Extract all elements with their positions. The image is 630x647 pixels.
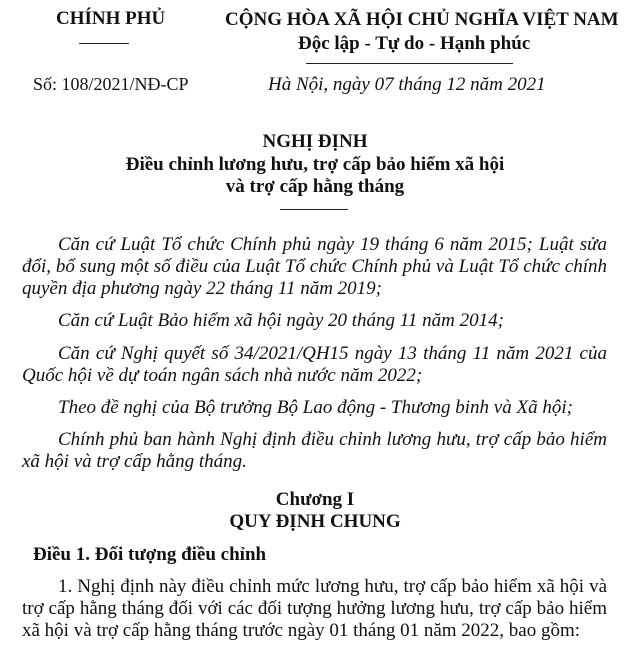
document-type: NGHỊ ĐỊNH (262, 131, 368, 152)
preamble-paragraph-1: Căn cứ Luật Tổ chức Chính phủ ngày 19 tháng 6 năm 2015; Luật sửa đổi, bổ sung một số điều của Luật Tổ chức Chính phủ và Luật Tổ chức chính quyền địa phương ngày 22 tháng 11 năm 2019; (22, 234, 607, 299)
country-name: CỘNG HÒA XÃ HỘI CHỦ NGHĨA VIỆT NAM (225, 9, 619, 30)
preamble-paragraph-2: Căn cứ Luật Bảo hiểm xã hội ngày 20 tháng 11 năm 2014; (58, 310, 504, 331)
national-motto: Độc lập - Tự do - Hạnh phúc (298, 33, 531, 54)
preamble-paragraph-5: Chính phủ ban hành Nghị định điều chỉnh lương hưu, trợ cấp bảo hiểm xã hội và trợ cấp hằng tháng. (22, 429, 607, 472)
preamble-paragraph-3: Căn cứ Nghị quyết số 34/2021/QH15 ngày 13 tháng 11 năm 2021 của Quốc hội về dự toán ngân sách nhà nước năm 2022; (22, 343, 607, 386)
article-heading: Điều 1. Đối tượng điều chỉnh (33, 544, 267, 565)
chapter-title: QUY ĐỊNH CHUNG (229, 511, 401, 532)
agency-underline (79, 43, 129, 44)
preamble-paragraph-4: Theo đề nghị của Bộ trưởng Bộ Lao động - Thương binh và Xã hội; (58, 397, 573, 418)
document-subject-line1: Điều chỉnh lương hưu, trợ cấp bảo hiểm xã hội (125, 154, 505, 175)
issuing-agency: CHÍNH PHỦ (56, 8, 166, 29)
place-and-date: Hà Nội, ngày 07 tháng 12 năm 2021 (268, 74, 546, 95)
motto-underline (306, 63, 513, 64)
document-subject-line2: và trợ cấp hằng tháng (225, 176, 405, 197)
document-number: Số: 108/2021/NĐ-CP (33, 74, 189, 94)
article-clause-1: 1. Nghị định này điều chỉnh mức lương hưu, trợ cấp bảo hiểm xã hội và trợ cấp hằng tháng đối với các đối tượng hưởng lương hưu, trợ cấp bảo hiểm xã hội và trợ cấp hằng tháng trước ngày 01 tháng 01 năm 2022, bao gồm: (22, 576, 607, 641)
title-underline (280, 209, 348, 210)
chapter-label: Chương I (275, 489, 355, 510)
